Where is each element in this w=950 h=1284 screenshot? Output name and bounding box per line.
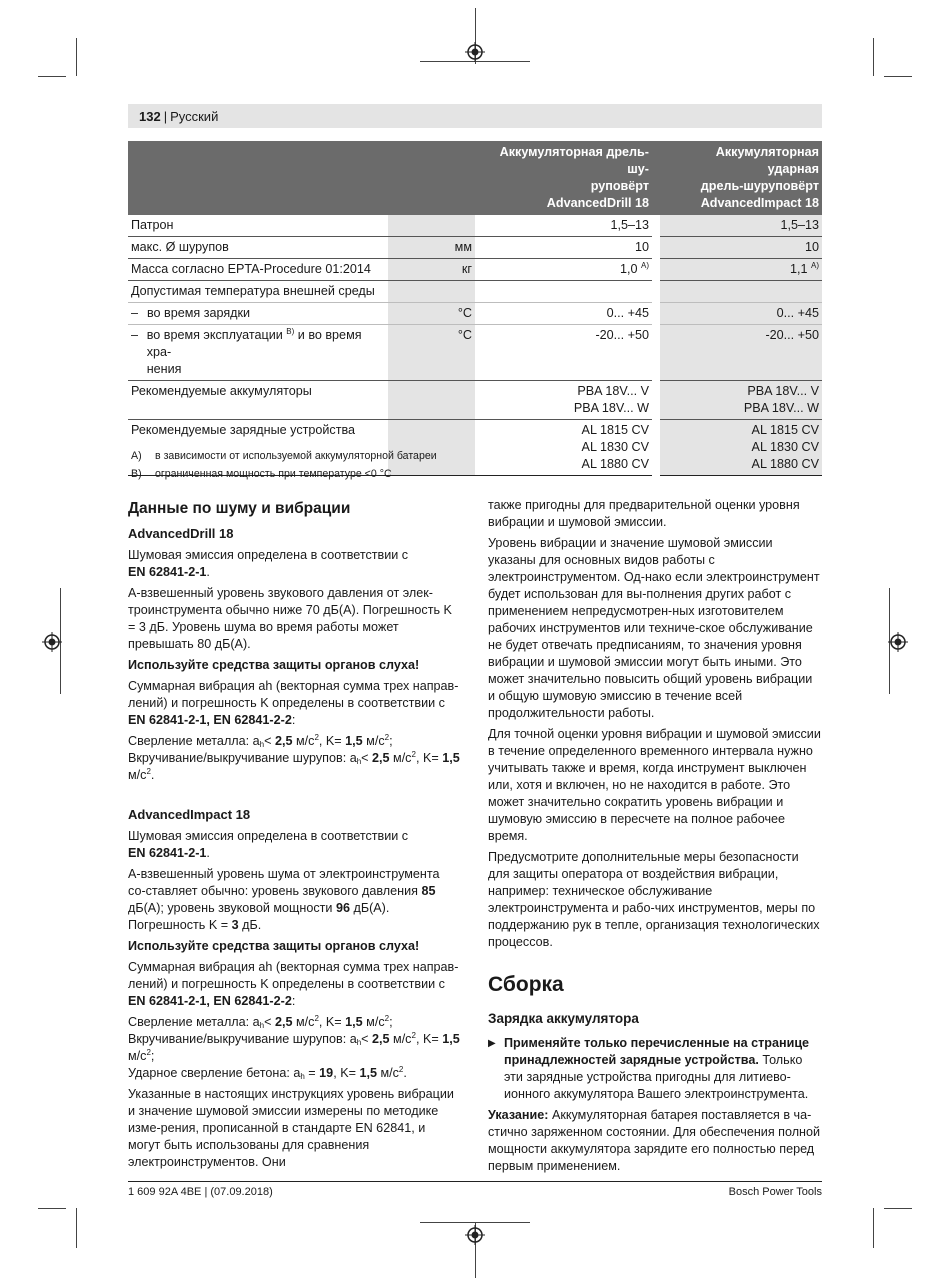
table-row — [128, 381, 822, 420]
paragraph: Суммарная вибрация ah (векторная сумма трех направ-лений) и погрешность K определены в соответствии с EN 62841-2-1, EN 62841-2-2: — [128, 679, 459, 727]
table-footnotes — [128, 447, 822, 483]
table-row — [128, 281, 822, 303]
table-header-advanceddrill: Аккумуляторная дрель-шу- руповёрт AdvancedDrill 18 — [475, 141, 656, 215]
row-unit: мм — [388, 237, 475, 259]
left-column — [128, 497, 460, 1175]
registration-mark-icon — [42, 632, 62, 652]
footnote: A) в зависимости от используемой аккумуляторной батареи — [131, 450, 437, 462]
table-header-unit — [388, 141, 475, 215]
row-label: – во время эксплуатации $^{B)}$ и во время хра- нения — [128, 325, 388, 381]
row-label: макс. Ø шурупов — [128, 237, 388, 259]
row-value-impact: PBA 18V... V PBA 18V... W — [656, 381, 822, 420]
row-value-drill: 1,0 $^{A)}$ — [475, 259, 656, 281]
paragraph: А-взвешенный уровень шума от электроинструмента со-ставляет обычно: уровень звукового давления 85 дБ(A); уровень звуковой мощности 96 дБ(A). Погрешность K = 3 дБ. — [128, 867, 440, 932]
section-heading-assembly: Сборка — [488, 973, 564, 996]
table-header-row — [128, 141, 822, 215]
row-value-drill: 0... +45 — [475, 303, 656, 325]
row-label: Рекомендуемые аккумуляторы — [128, 381, 388, 420]
paragraph: Для точной оценки уровня вибрации и шумовой эмиссии в течение определенного временного интервала нужно учитывать также и время, когда инструмент выключен или, хотя и включен, но не находится в работе. Это может значительно сократить уровень вибрации и шумовую эмиссию в пересчете на полное рабочее время. — [488, 727, 821, 843]
crop-mark — [873, 1208, 874, 1248]
row-value-drill: 1,5–13 — [475, 215, 656, 237]
row-value-impact: 1,5–13 — [656, 215, 822, 237]
table-row — [128, 215, 822, 237]
table-row — [128, 303, 822, 325]
row-unit: °C — [388, 303, 475, 325]
note-paragraph: Указание: Аккумуляторная батарея поставляется в ча-стично заряженном состоянии. Для обеспечения полной мощности аккумулятора зарядите его полностью перед первым применением. — [488, 1108, 821, 1173]
crop-mark — [38, 76, 66, 77]
table-header-blank — [128, 141, 388, 215]
page-number: 132 — [139, 108, 161, 124]
registration-mark-icon — [465, 1225, 485, 1245]
crop-mark — [884, 76, 912, 77]
row-label: – во время зарядки — [128, 303, 388, 325]
row-unit: °C — [388, 325, 475, 381]
paragraph: Уровень вибрации и значение шумовой эмиссии указаны для основных видов работы с электроинструментом. Од-нако если электроинструмент будет использован для вы-полнения других работ с применением непредусмотрен-ных изготовителем рабочих инструментов или техниче-ское обслуживание не будет отвечать предписаниям, то значения уровня вибрации и шумовой эмиссии могут быть иными. Это может значительно повысить общий уровень вибрации и общую шумовую эмиссию в течение всей продолжительности работы. — [488, 536, 820, 720]
paragraph: Шумовая эмиссия определена в соответствии с EN 62841-2-1. — [128, 548, 409, 579]
paragraph: Шумовая эмиссия определена в соответствии с EN 62841-2-1. — [128, 829, 409, 860]
paragraph: А-взвешенный уровень звукового давления от элек-троинструмента обычно ниже 70 дБ(A). Погрешность K = 3 дБ. Уровень шума во время работы может превышать 80 дБ(A). — [128, 586, 452, 651]
table-row — [128, 259, 822, 281]
footnote-ref: A) — [641, 261, 649, 270]
paragraph: также пригодны для предварительной оценки уровня вибрации и шумовой эмиссии. — [488, 498, 800, 529]
warning-text: Используйте средства защиты органов слуха! — [128, 939, 420, 953]
page-footer — [128, 1184, 822, 1201]
row-unit: кг — [388, 259, 475, 281]
crop-mark — [884, 1208, 912, 1209]
vibration-values: Сверление металла: $a_h< 2,5$ $м/с^2$, K= 1,5 $м/с^2$; Вкручивание/выкручивание шурупов: $a_h< 2,5$ $м/с^2$, K= 1,5 $м/с^2$. — [128, 733, 460, 782]
header-language: Русский — [170, 108, 219, 124]
row-value-impact: 1,1 $^{A)}$ — [656, 259, 822, 281]
row-value-drill: AL 1815 CV AL 1830 CV AL 1880 CV — [475, 420, 656, 476]
row-value-drill: 10 — [475, 237, 656, 259]
vibration-values: Сверление металла: $a_h< 2,5$ $м/с^2$, K= 1,5 $м/с^2$; Вкручивание/выкручивание шурупов: $a_h< 2,5$ $м/с^2$, K= 1,5 $м/с^2$; Ударное сверление бетона: $a_h = 19$, K= 1,5 $м/с^2$. — [128, 1014, 460, 1081]
row-value-drill: -20... +50 — [475, 325, 656, 381]
footer-rule — [128, 1181, 822, 1182]
right-column — [488, 497, 822, 1179]
footnote-ref: B) — [286, 327, 295, 336]
subsection-title: Зарядка аккумулятора — [488, 1011, 639, 1026]
row-label: Рекомендуемые зарядные устройства — [128, 420, 388, 476]
table-row — [128, 325, 822, 381]
triangle-bullet-icon: ▶ — [488, 1038, 496, 1049]
crop-mark — [873, 38, 874, 76]
page-header — [128, 104, 822, 128]
header-separator: | — [163, 108, 168, 124]
row-value-impact: -20... +50 — [656, 325, 822, 381]
list-item: ▶ Применяйте только перечисленные на странице принадлежностей зарядные устройства. Только эти зарядные устройства пригодны для литиево-ионного аккумулятора Вашего электроинструмента. — [488, 1036, 810, 1101]
section-heading: Данные по шуму и вибрации — [128, 500, 351, 517]
row-value-impact: 10 — [656, 237, 822, 259]
table-row — [128, 237, 822, 259]
row-label: Масса согласно EPTA-Procedure 01:2014 — [128, 259, 388, 281]
footnote-ref: A) — [811, 261, 819, 270]
registration-mark-icon — [888, 632, 908, 652]
subsection-title: AdvancedDrill 18 — [128, 526, 234, 541]
crop-mark — [420, 1222, 530, 1223]
footer-brand: Bosch Power Tools — [728, 1186, 822, 1198]
footnote: B) ограниченная мощность при температуре <0 °C — [131, 468, 392, 480]
registration-mark-icon — [465, 42, 485, 62]
row-value-impact: AL 1815 CV AL 1830 CV AL 1880 CV — [656, 420, 822, 476]
subsection-title: AdvancedImpact 18 — [128, 807, 251, 822]
crop-mark — [76, 38, 77, 76]
row-value-drill: PBA 18V... V PBA 18V... W — [475, 381, 656, 420]
crop-mark — [38, 1208, 66, 1209]
crop-mark — [76, 1208, 77, 1248]
paragraph: Суммарная вибрация ah (векторная сумма трех направ-лений) и погрешность K определены в соответствии с EN 62841-2-1, EN 62841-2-2: — [128, 960, 459, 1008]
footer-doc-id: 1 609 92A 4BE | (07.09.2018) — [128, 1186, 273, 1198]
paragraph: Предусмотрите дополнительные меры безопасности для защиты оператора от воздействия вибрации, например: техническое обслуживание электроинструмента и рабо-чих инструментов, меры по поддержанию рук в тепле, организация технологических процессов. — [488, 850, 820, 949]
paragraph: Указанные в настоящих инструкциях уровень вибрации и значение шумовой эмиссии измерены по методике изме-рения, прописанной в стандарте EN 62841, и могут быть использованы для сравнения электроинструментов. Они — [128, 1087, 454, 1169]
warning-text: Используйте средства защиты органов слуха! — [128, 658, 420, 672]
row-value-impact: 0... +45 — [656, 303, 822, 325]
row-unit — [388, 215, 475, 237]
specs-table — [128, 141, 822, 476]
row-label: Допустимая температура внешней среды — [128, 281, 388, 303]
table-header-advancedimpact: Аккумуляторная ударная дрель-шуруповёрт AdvancedImpact 18 — [656, 141, 822, 215]
row-label: Патрон — [128, 215, 388, 237]
